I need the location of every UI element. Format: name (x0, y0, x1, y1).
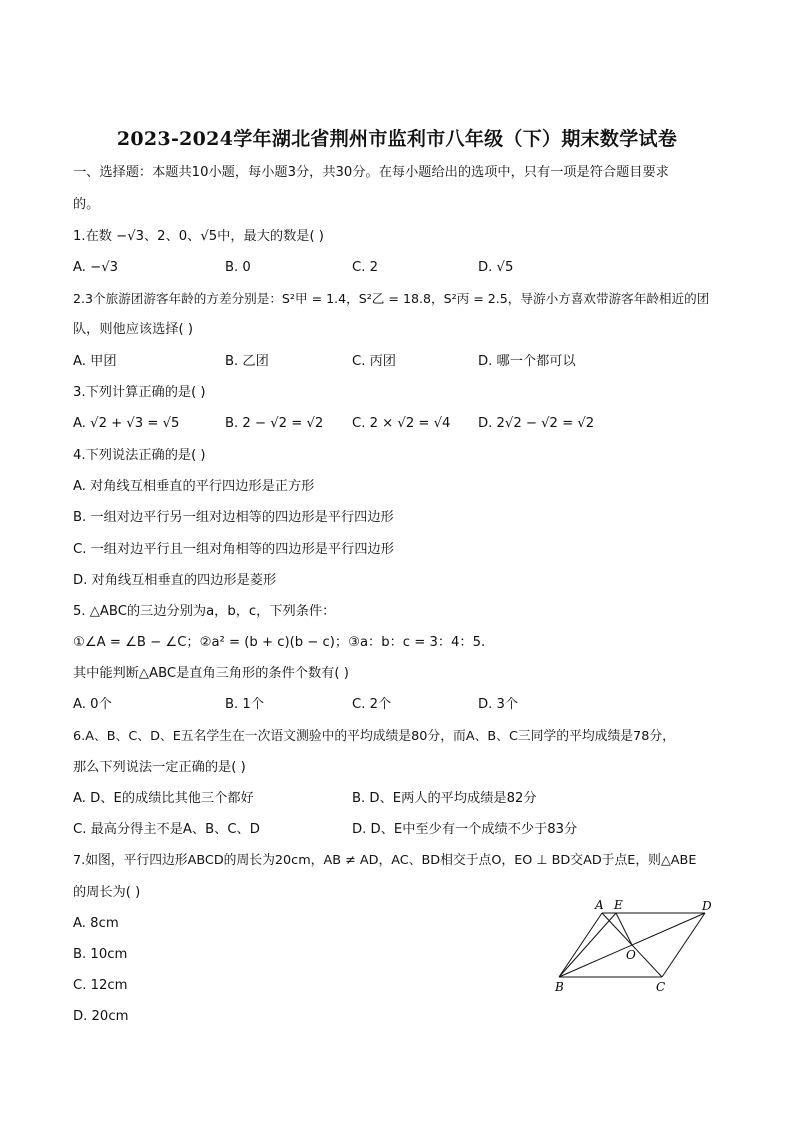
q4-stem: 4.下列说法正确的是( ) (73, 448, 206, 463)
q4-option-b: B. 一组对边平行另一组对边相等的四边形是平行四边形 (73, 510, 394, 525)
q1-option-c: C. 2 (352, 260, 378, 275)
q3-option-d: D. 2√2 − √2 = √2 (478, 416, 595, 431)
segment-eo (616, 913, 632, 945)
section-heading-line-2: 的。 (73, 197, 100, 212)
q5-stem-line-1: 5. △ABC的三边分别为a，b，c，下列条件： (73, 604, 336, 619)
q1-option-a: A. −√3 (73, 260, 119, 275)
q2-option-c: C. 丙团 (352, 354, 396, 369)
q5-option-c: C. 2个 (352, 697, 392, 712)
q6-option-c: C. 最高分得主不是A、B、C、D (73, 822, 260, 837)
page-title: 2023-2024学年湖北省荆州市监利市八年级（下）期末数学试卷 (116, 128, 678, 150)
q4-option-d: D. 对角线互相垂直的四边形是菱形 (73, 573, 277, 588)
q7-option-b: B. 10cm (73, 947, 128, 962)
q6-option-d: D. D、E中至少有一个成绩不少于83分 (352, 822, 578, 837)
q2-option-d: D. 哪一个都可以 (478, 354, 576, 369)
q5-stem-line-3: 其中能判断△ABC是直角三角形的条件个数有( ) (73, 666, 349, 681)
label-b: B (555, 980, 564, 994)
label-d: D (702, 899, 712, 913)
q3-option-a: A. √2 + √3 = √5 (73, 416, 180, 431)
q2-option-a: A. 甲团 (73, 354, 117, 369)
q7-option-a: A. 8cm (73, 916, 119, 931)
q4-option-c: C. 一组对边平行且一组对角相等的四边形是平行四边形 (73, 542, 394, 557)
label-o: O (626, 948, 636, 962)
q3-option-b: B. 2 − √2 = √2 (225, 416, 324, 431)
label-e: E (614, 898, 623, 912)
q7-stem-line-1: 7.如图，平行四边形ABCD的周长为20cm，AB ≠ AD，AC、BD相交于点O，EO ⊥ BD交AD于点E，则△ABE (73, 853, 697, 868)
label-c: C (656, 980, 666, 994)
q5-option-b: B. 1个 (225, 697, 265, 712)
q5-stem-line-2: ①∠A = ∠B − ∠C；②a² = (b + c)(b − c)；③a：b：c = 3：4：5. (73, 635, 486, 650)
q6-option-b: B. D、E两人的平均成绩是82分 (352, 791, 537, 806)
q4-option-a: A. 对角线互相垂直的平行四边形是正方形 (73, 479, 315, 494)
q2-stem-line-2: 队，则他应该选择( ) (73, 322, 193, 337)
section-heading-line-1: 一、选择题：本题共10小题，每小题3分，共30分。在每小题给出的选项中，只有一项是符合题目要求 (73, 165, 669, 180)
label-a: A (595, 898, 604, 912)
q2-option-b: B. 乙团 (225, 354, 269, 369)
q7-stem-line-2: 的周长为( ) (73, 885, 141, 900)
q7-option-d: D. 20cm (73, 1009, 129, 1024)
q6-stem-line-2: 那么下列说法一定正确的是( ) (73, 760, 246, 775)
q3-stem: 3.下列计算正确的是( ) (73, 385, 206, 400)
q1-stem: 1.在数 −√3、2、0、√5中，最大的数是( ) (73, 229, 324, 244)
q6-option-a: A. D、E的成绩比其他三个都好 (73, 791, 254, 806)
q6-stem-line-1: 6.A、B、C、D、E五名学生在一次语文测验中的平均成绩是80分，而A、B、C三同学的平均成绩是78分， (73, 729, 675, 744)
q7-option-c: C. 12cm (73, 978, 128, 993)
q2-stem-line-1: 2.3个旅游团游客年龄的方差分别是：S²甲 = 1.4，S²乙 = 18.8，S²丙 = 2.5，导游小方喜欢带游客年龄相近的团 (73, 291, 710, 306)
q1-option-b: B. 0 (225, 260, 251, 275)
parallelogram-figure (545, 895, 720, 1000)
q5-option-a: A. 0个 (73, 697, 112, 712)
q3-option-c: C. 2 × √2 = √4 (352, 416, 451, 431)
q1-option-d: D. √5 (478, 260, 514, 275)
q5-option-d: D. 3个 (478, 697, 519, 712)
segment-be (559, 913, 616, 977)
